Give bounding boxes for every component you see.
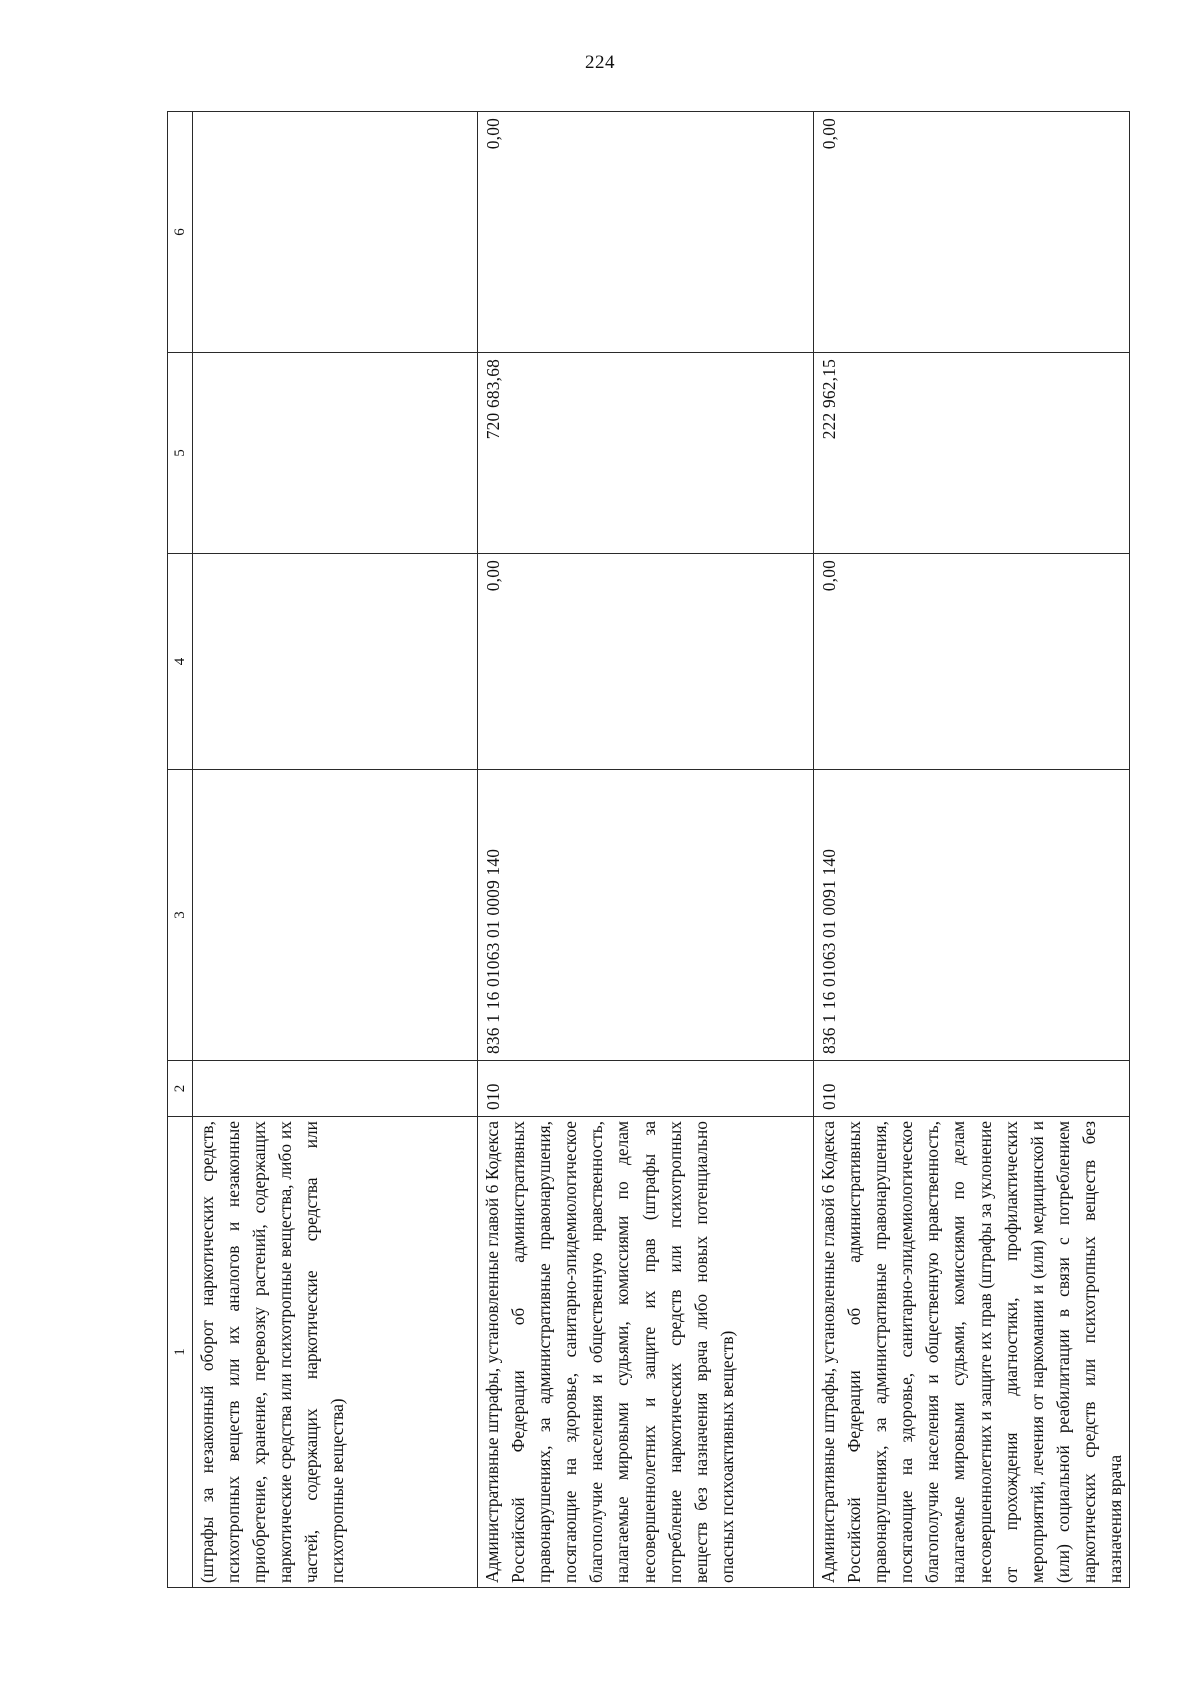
- report-table: [167, 111, 1130, 1588]
- row-line-code: [193, 1061, 478, 1117]
- row-value-col6: 0,00: [814, 112, 1130, 353]
- table-row: [478, 112, 814, 1588]
- row-value-col4: 0,00: [478, 554, 814, 770]
- row-value-col5: 720 683,68: [478, 353, 814, 554]
- row-value-col6: [193, 112, 478, 353]
- row-value-col6: 0,00: [478, 112, 814, 353]
- report-table-rotated: [167, 118, 1126, 1588]
- row-budget-code: [193, 770, 478, 1061]
- row-line-code: 010: [814, 1061, 1130, 1117]
- row-value-col4: [193, 554, 478, 770]
- page-number: 224: [585, 52, 615, 73]
- row-line-code: 010: [478, 1061, 814, 1117]
- table-row: [814, 112, 1130, 1588]
- column-header-2: 2: [168, 1061, 193, 1117]
- row-budget-code: 836 1 16 01063 01 0091 140: [814, 770, 1130, 1061]
- row-description: Административные штрафы, установленные главой 6 Кодекса Российской Федерации об административных правонарушениях, за административные правонарушения, посягающие на здоровье, санитарно-эпидемиологическое благополучие населения и общественную нравственность, налагаемые мировыми судьями, комиссиями по делам несовершеннолетних и защите их прав (штрафы за потребление наркотических средств или психотропных веществ без назначения врача либо новых потенциально опасных психоактивных веществ): [478, 1117, 814, 1588]
- column-header-3: 3: [168, 770, 193, 1061]
- column-header-1: 1: [168, 1117, 193, 1588]
- header-row: [168, 112, 193, 1588]
- row-value-col4: 0,00: [814, 554, 1130, 770]
- row-description: (штрафы за незаконный оборот наркотических средств, психотропных веществ или их аналогов и незаконные приобретение, хранение, перевозку растений, содержащих наркотические средства или психотропные вещества, либо их частей, содержащих наркотические средства или психотропные вещества): [193, 1117, 478, 1588]
- table-row: [193, 112, 478, 1588]
- row-value-col5: [193, 353, 478, 554]
- row-description: Административные штрафы, установленные главой 6 Кодекса Российской Федерации об административных правонарушениях, за административные правонарушения, посягающие на здоровье, санитарно-эпидемиологическое благополучие населения и общественную нравственность, налагаемые мировыми судьями, комиссиями по делам несовершеннолетних и защите их прав (штрафы за уклонение от прохождения диагностики, профилактических мероприятий, лечения от наркомании и (или) медицинской и (или) социальной реабилитации в связи с потреблением наркотических средств или психотропных веществ без назначения врача: [814, 1117, 1130, 1588]
- column-header-4: 4: [168, 554, 193, 770]
- row-budget-code: 836 1 16 01063 01 0009 140: [478, 770, 814, 1061]
- row-value-col5: 222 962,15: [814, 353, 1130, 554]
- column-header-5: 5: [168, 353, 193, 554]
- column-header-6: 6: [168, 112, 193, 353]
